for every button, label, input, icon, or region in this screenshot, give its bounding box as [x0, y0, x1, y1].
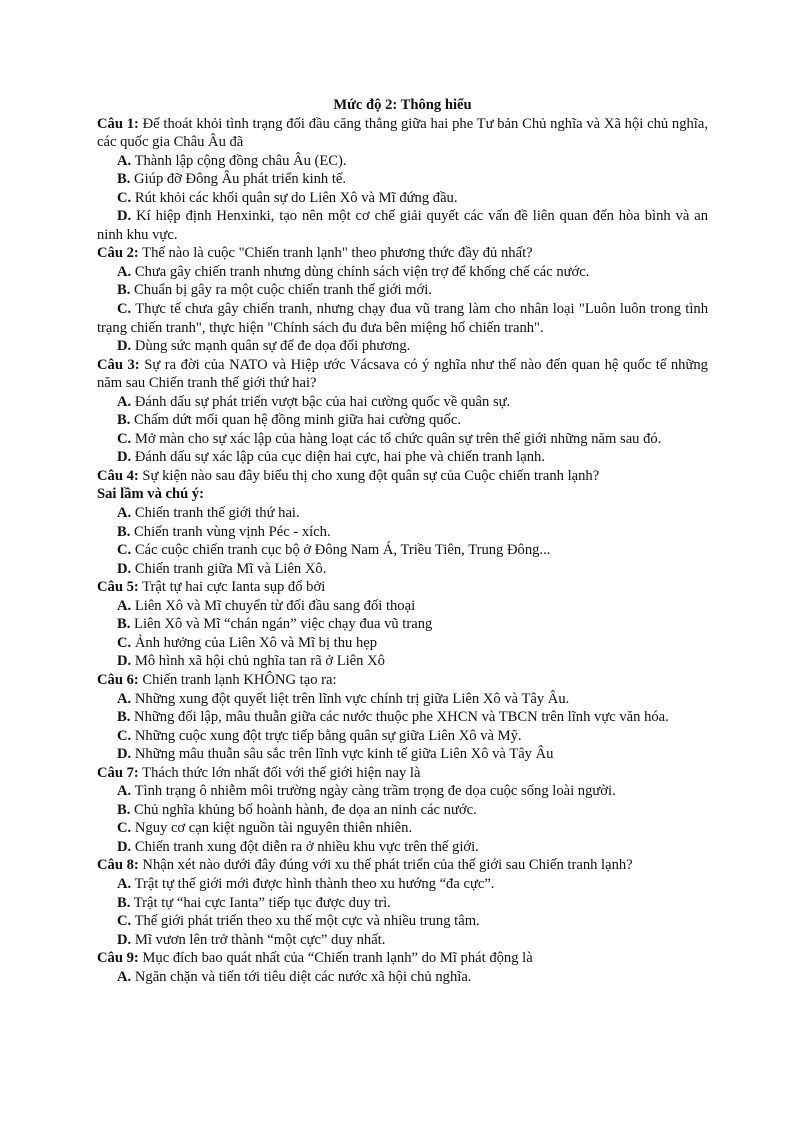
question-text: Sự kiện nào sau đây biểu thị cho xung đột quân sự của Cuộc chiến tranh lạnh? [142, 467, 600, 484]
option-text: Giúp đỡ Đông Âu phát triển kinh tế. [134, 171, 347, 188]
option-text: Liên Xô và Mĩ chuyển từ đối đầu sang đối thoại [134, 597, 416, 614]
question-text: Sự ra đời của NATO và Hiệp ước Vácsava có ý nghĩa như thế nào đến quan hệ quốc tế những năm sau Chiến tranh thế giới thứ hai? [97, 356, 708, 392]
answer-option [97, 411, 708, 430]
option-text: Ngăn chặn và tiến tới tiêu diệt các nước xã hội chủ nghĩa. [134, 968, 472, 985]
question [97, 578, 708, 597]
option-text: Thế giới phát triển theo xu thế một cực và nhiều trung tâm. [134, 913, 480, 930]
option-letter: A. [117, 597, 132, 614]
option-letter: A. [117, 783, 132, 800]
option-letter: B. [117, 709, 131, 726]
question [97, 467, 708, 486]
question-number: Câu 4: [97, 467, 139, 484]
option-letter: A. [117, 690, 132, 707]
answer-option [97, 207, 708, 244]
answer-option [97, 152, 708, 171]
answer-option [97, 337, 708, 356]
answer-option [97, 597, 708, 616]
option-letter: D. [117, 449, 132, 466]
answer-option [97, 263, 708, 282]
question [97, 949, 708, 968]
answer-option [97, 875, 708, 894]
question [97, 115, 708, 152]
answer-option [97, 801, 708, 820]
option-letter: C. [117, 727, 132, 744]
option-text: Trật tự “hai cực Ianta” tiếp tục được duy trì. [133, 894, 391, 911]
option-text: Đánh dấu sự xác lập của cục diện hai cực, hai phe và chiến tranh lạnh. [134, 449, 545, 466]
option-letter: A. [117, 263, 132, 280]
option-text: Kí hiệp định Henxinki, tạo nên một cơ chế giải quyết các vấn đề liên quan đến hòa bình và an ninh khu vực. [97, 208, 708, 243]
answer-option [97, 838, 708, 857]
option-text: Ảnh hưởng của Liên Xô và Mĩ bị thu hẹp [134, 634, 378, 651]
question [97, 671, 708, 690]
option-text: Tình trạng ô nhiễm môi trường ngày càng trầm trọng đe dọa cuộc sống loài người. [134, 783, 616, 800]
option-text: Chiến tranh giữa Mĩ và Liên Xô. [134, 560, 327, 577]
question-number: Câu 9: [97, 950, 139, 967]
question-text: Thách thức lớn nhất đối với thế giới hiện nay là [142, 764, 421, 781]
answer-option [97, 393, 708, 412]
option-letter: D. [117, 838, 132, 855]
option-text: Trật tự thế giới mới được hình thành theo xu hướng “đa cực”. [134, 875, 495, 892]
answer-option [97, 504, 708, 523]
option-text: Rút khỏi các khối quân sự do Liên Xô và Mĩ đứng đầu. [134, 189, 458, 206]
option-text: Những cuộc xung đột trực tiếp bằng quân sự giữa Liên Xô và Mỹ. [134, 727, 522, 744]
option-letter: D. [117, 931, 132, 948]
answer-option [97, 708, 708, 727]
section-note: Sai lầm và chú ý: [97, 486, 205, 503]
answer-option [97, 189, 708, 208]
answer-option [97, 652, 708, 671]
option-text: Những mâu thuẫn sâu sắc trên lĩnh vực kinh tế giữa Liên Xô và Tây Âu [134, 746, 554, 763]
option-letter: D. [117, 653, 132, 670]
answer-option [97, 560, 708, 579]
option-text: Chấm dứt mối quan hệ đồng minh giữa hai cường quốc. [134, 412, 461, 429]
question-number: Câu 2: [97, 245, 139, 262]
option-text: Dùng sức mạnh quân sự để đe dọa đối phương. [134, 338, 411, 355]
answer-option [97, 912, 708, 931]
answer-option [97, 170, 708, 189]
answer-option [97, 931, 708, 950]
answer-option [97, 819, 708, 838]
answer-option [97, 281, 708, 300]
question-number: Câu 6: [97, 671, 139, 688]
answer-option [97, 894, 708, 913]
page-title: Mức độ 2: Thông hiểu [333, 97, 472, 113]
answer-option [97, 430, 708, 449]
option-text: Những xung đột quyết liệt trên lĩnh vực chính trị giữa Liên Xô và Tây Âu. [134, 690, 570, 707]
option-letter: A. [117, 505, 132, 522]
question-text: Chiến tranh lạnh KHÔNG tạo ra: [142, 671, 337, 688]
question-number: Câu 1: [97, 115, 139, 132]
option-text: Chiến tranh xung đột diễn ra ở nhiều khu vực trên thế giới. [134, 838, 479, 855]
option-text: Chiến tranh thế giới thứ hai. [134, 505, 300, 522]
answer-option [97, 615, 708, 634]
option-letter: A. [117, 968, 132, 985]
option-letter: C. [117, 430, 132, 447]
answer-option [97, 634, 708, 653]
option-text: Liên Xô và Mĩ “chán ngán” việc chạy đua vũ trang [134, 616, 433, 633]
question-number: Câu 7: [97, 764, 139, 781]
answer-option [97, 727, 708, 746]
answer-option [97, 690, 708, 709]
option-letter: C. [117, 913, 132, 930]
option-text: Mĩ vươn lên trở thành “một cực” duy nhất. [134, 931, 386, 948]
question-text: Nhận xét nào dưới đây đúng với xu thế phát triển của thế giới sau Chiến tranh lạnh? [142, 857, 633, 874]
question-number: Câu 8: [97, 857, 139, 874]
option-letter: C. [117, 820, 132, 837]
question [97, 764, 708, 783]
answer-option [97, 523, 708, 542]
option-text: Nguy cơ cạn kiệt nguồn tài nguyên thiên nhiên. [134, 820, 413, 837]
answer-option [97, 300, 708, 337]
option-text: Chưa gây chiến tranh nhưng dùng chính sách viện trợ để khống chế các nước. [134, 263, 590, 280]
option-letter: C. [117, 634, 132, 651]
option-letter: C. [117, 542, 132, 559]
question-number: Câu 3: [97, 356, 140, 373]
option-text: Chủ nghĩa khủng bố hoành hành, đe dọa an ninh các nước. [134, 801, 477, 818]
answer-option [97, 782, 708, 801]
option-letter: C. [117, 301, 132, 318]
option-letter: A. [117, 393, 132, 410]
option-letter: B. [117, 894, 131, 911]
answer-option [97, 448, 708, 467]
option-text: Đánh dấu sự phát triển vượt bậc của hai cường quốc về quân sự. [134, 393, 511, 410]
answer-option [97, 745, 708, 764]
option-text: Chiến tranh vùng vịnh Péc - xích. [134, 523, 331, 540]
option-letter: B. [117, 616, 131, 633]
question-text: Thế nào là cuộc "Chiến tranh lạnh" theo phương thức đầy đủ nhất? [142, 245, 533, 262]
option-text: Những đối lập, mâu thuẫn giữa các nước thuộc phe XHCN và TBCN trên lĩnh vực văn hóa. [134, 709, 669, 726]
option-text: Mở màn cho sự xác lập của hàng loạt các tổ chức quân sự trên thế giới những năm sau đó. [134, 430, 662, 447]
answer-option [97, 541, 708, 560]
option-letter: D. [117, 746, 132, 763]
option-letter: C. [117, 189, 132, 206]
question [97, 356, 708, 393]
option-text: Chuẩn bị gây ra một cuộc chiến tranh thế giới mới. [134, 282, 432, 299]
question-text: Mục đích bao quát nhất của “Chiến tranh lạnh” do Mĩ phát động là [142, 950, 533, 967]
option-letter: B. [117, 282, 131, 299]
option-letter: B. [117, 801, 131, 818]
option-text: Thực tế chưa gây chiến tranh, nhưng chạy đua vũ trang làm cho nhân loại "Luôn luôn trong tình trạng chiến tranh", thực hiện "Chính sách đu đưa bên miệng hố chiến tranh". [97, 301, 708, 336]
question-list [97, 115, 708, 987]
question [97, 856, 708, 875]
answer-option [97, 968, 708, 987]
option-letter: D. [117, 208, 132, 225]
option-letter: A. [117, 875, 132, 892]
option-text: Mô hình xã hội chủ nghĩa tan rã ở Liên Xô [134, 653, 385, 670]
option-text: Thành lập cộng đồng châu Âu (EC). [134, 152, 347, 169]
option-letter: B. [117, 412, 131, 429]
question-number: Câu 5: [97, 579, 139, 596]
option-text: Các cuộc chiến tranh cục bộ ở Đông Nam Á, Triều Tiên, Trung Đông... [134, 542, 551, 559]
option-letter: B. [117, 171, 131, 188]
question-text: Trật tự hai cực Ianta sụp đổ bởi [142, 579, 326, 596]
question-text: Để thoát khỏi tình trạng đối đầu căng thẳng giữa hai phe Tư bản Chủ nghĩa và Xã hội chủ nghĩa, các quốc gia Châu Âu đã [97, 115, 708, 151]
option-letter: D. [117, 338, 132, 355]
option-letter: B. [117, 523, 131, 540]
option-letter: D. [117, 560, 132, 577]
option-letter: A. [117, 152, 132, 169]
question [97, 244, 708, 263]
